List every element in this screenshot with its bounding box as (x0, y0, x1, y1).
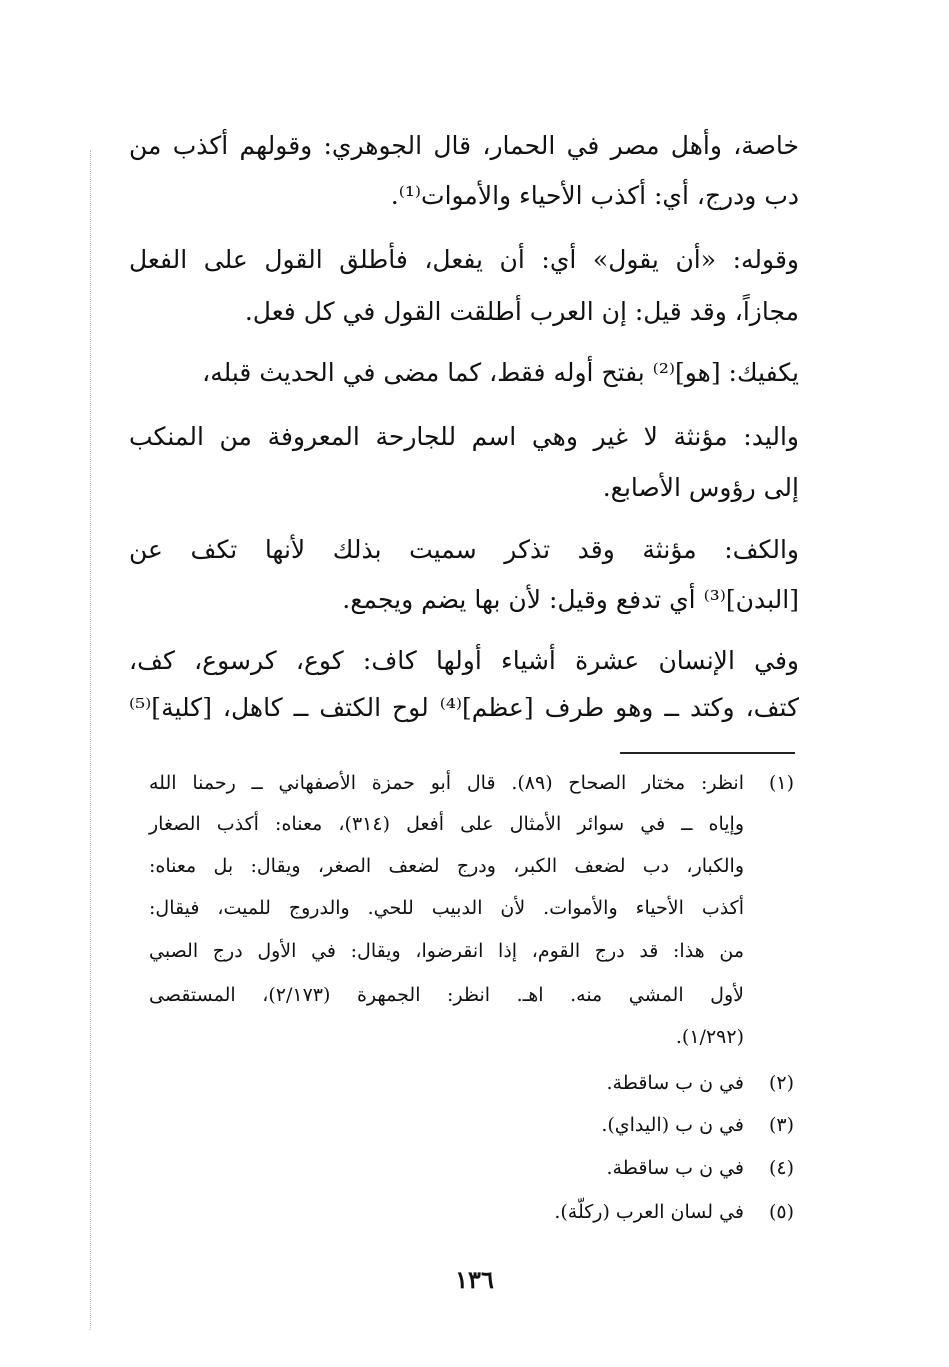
footnote-line: في ن ب ساقطة. (606, 1072, 744, 1094)
body-line: وفي الإنسان عشرة أشياء أولها كاف: كوع، كرسوع، كف، (129, 646, 799, 675)
footnote-number: (٤) (768, 1157, 794, 1179)
scan-margin-dots (90, 150, 92, 1330)
body-line: [البدن]⁽³⁾ أي تدفع وقيل: لأن بها يضم ويجمع. (342, 585, 799, 614)
body-line: خاصة، وأهل مصر في الحمار، قال الجوهري: وقولهم أكذب من (129, 131, 799, 160)
footnote-line: أكذب الأحياء والأموات. لأن الدبيب للحي. والدروج للميت، فيقال: (149, 897, 744, 919)
main-text (129, 0, 799, 740)
footnote-number: (١) (768, 772, 794, 794)
body-line: والكف: مؤنثة وقد تذكر سميت بذلك لأنها تكف عن (129, 535, 799, 564)
footnote-line: في لسان العرب (ركلّة). (554, 1201, 744, 1223)
body-line: واليد: مؤنثة لا غير وهي اسم للجارحة المعروفة من المنكب (129, 422, 799, 451)
footnote-separator (620, 752, 795, 754)
footnote-line: (١/٢٩٢). (675, 1026, 744, 1048)
body-line: إلى رؤوس الأصابع. (602, 473, 799, 502)
footnote-number: (٢) (768, 1072, 794, 1094)
footnote-line: في ن ب ساقطة. (606, 1157, 744, 1179)
body-line: وقوله: «أن يقول» أي: أن يفعل، فأطلق القول على الفعل (129, 245, 799, 274)
body-line: مجازاً، وقد قيل: إن العرب أطلقت القول في كل فعل. (244, 297, 799, 326)
page-number: ١٣٦ (455, 1265, 494, 1294)
body-line: يكفيك: [هو]⁽²⁾ بفتح أوله فقط، كما مضى في الحديث قبله، (202, 358, 799, 387)
footnote-line: وإياه ــ في سوائر الأمثال على أفعل (٣١٤)، معناه: أكذب الصغار (149, 813, 745, 835)
footnote-number: (٥) (768, 1201, 794, 1223)
body-line: كتف، وكتد ــ وهو طرف [عظم]⁽⁴⁾ لوح الكتف ــ كاهل، [كلية]⁽⁵⁾ (129, 693, 800, 722)
footnote-line: في ن ب (اليداي). (601, 1114, 744, 1136)
footnote-number: (٣) (768, 1114, 794, 1136)
body-line: دب ودرج، أي: أكذب الأحياء والأموات⁽¹⁾. (390, 181, 799, 210)
footnote-line: والكبار، دب لضعف الكبر، ودرج لضعف الصغر، ويقال: بل معناه: (149, 855, 744, 877)
footnote-line: لأول المشي منه. اهـ. انظر: الجمهرة (٢/١٧٣)، المستقصى (149, 984, 744, 1006)
footnote-line: انظر: مختار الصحاح (٨٩). قال أبو حمزة الأصفهاني ــ رحمنا الله (149, 772, 744, 794)
footnote-line: من هذا: قد درج القوم، إذا انقرضوا، ويقال: في الأول درج الصبي (149, 940, 744, 962)
